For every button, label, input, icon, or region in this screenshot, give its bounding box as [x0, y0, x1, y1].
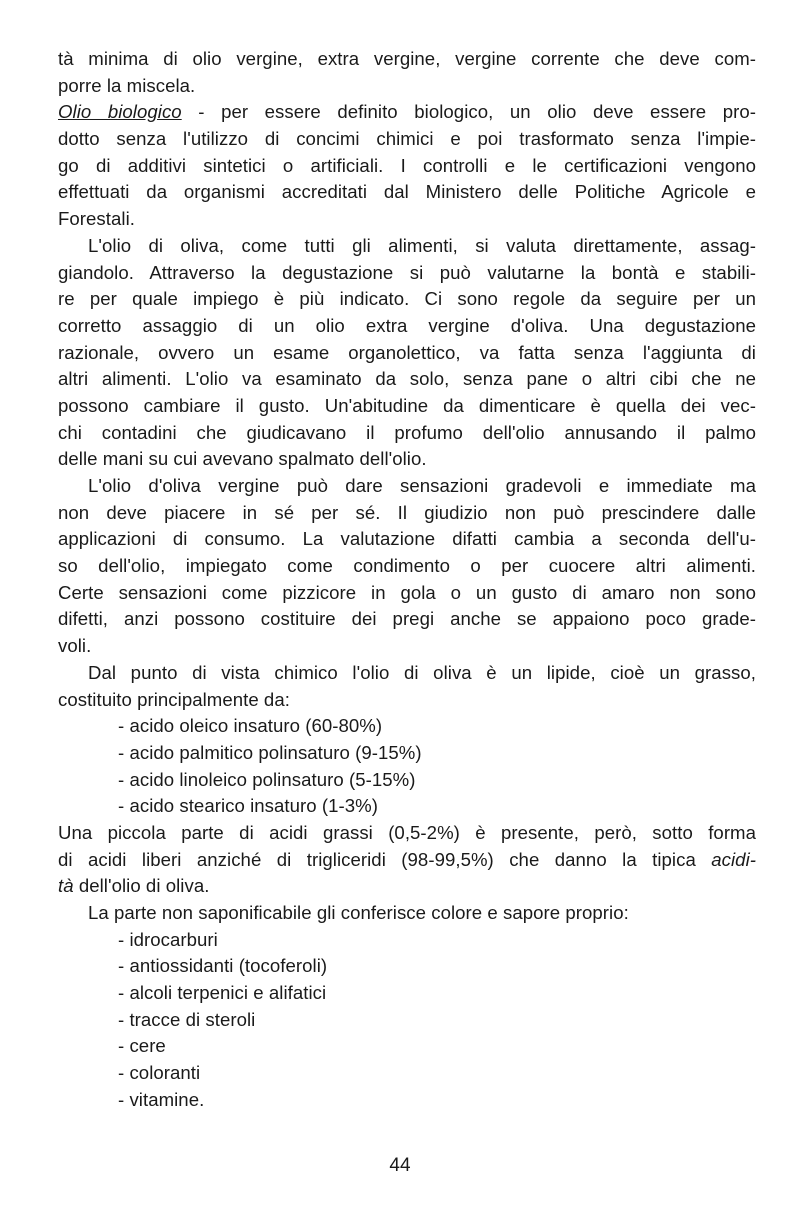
- list-item: [58, 927, 756, 954]
- text-line: [58, 46, 756, 73]
- line-text: Forestali.: [58, 208, 135, 230]
- line-text: delle mani su cui avevano spalmato dell'olio.: [58, 448, 427, 470]
- text-line: [58, 286, 756, 313]
- text-line: [58, 473, 756, 500]
- text-line: [58, 820, 756, 847]
- line-text: razionale, ovvero un esame organolettico, va fatta senza l'aggiunta di: [58, 341, 756, 363]
- text-line: [58, 420, 756, 447]
- text-line: [58, 73, 756, 100]
- text-line: [58, 553, 756, 580]
- text-line: [58, 687, 756, 714]
- line-text: - acido linoleico polinsaturo (5-15%): [118, 768, 416, 790]
- line-text: costituito principalmente da:: [58, 688, 290, 710]
- line-text: di acidi liberi anziché di trigliceridi (98-99,5%) che danno la tipica: [58, 848, 712, 870]
- line-text: - per essere definito biologico, un olio deve essere pro-: [181, 101, 756, 123]
- text-line: [58, 580, 756, 607]
- line-text: giandolo. Attraverso la degustazione si può valutarne la bontà e stabili-: [58, 261, 756, 283]
- text-line: [58, 606, 756, 633]
- text-line: [58, 900, 756, 927]
- list-item: [58, 793, 756, 820]
- text-line: [58, 366, 756, 393]
- text-line: [58, 393, 756, 420]
- text-line: [58, 153, 756, 180]
- list-item: [58, 1087, 756, 1114]
- line-text: Dal punto di vista chimico l'olio di oliva è un lipide, cioè un grasso,: [88, 661, 756, 683]
- page-number: 44: [389, 1155, 411, 1176]
- line-text: - idrocarburi: [118, 928, 218, 950]
- text-line: [58, 126, 756, 153]
- line-text: porre la miscela.: [58, 74, 196, 96]
- text-line: [58, 847, 756, 874]
- italic-term: tà: [58, 875, 74, 897]
- term-heading: Olio biologico: [58, 101, 182, 123]
- line-text: tà minima di olio vergine, extra vergine, vergine corrente che deve com-: [58, 48, 756, 69]
- text-line: [58, 660, 756, 687]
- text-line: [58, 206, 756, 233]
- line-text: voli.: [58, 635, 92, 657]
- line-text: L'olio di oliva, come tutti gli alimenti, si valuta direttamente, assag-: [88, 234, 756, 256]
- line-text: - cere: [118, 1035, 166, 1057]
- list-item: [58, 1060, 756, 1087]
- line-text: - acido palmitico polinsaturo (9-15%): [118, 741, 422, 763]
- list-item: [58, 767, 756, 794]
- text-line: [58, 313, 756, 340]
- line-text: go di additivi sintetici o artificiali. I controlli e le certificazioni vengono: [58, 154, 756, 176]
- text-line: [58, 340, 756, 367]
- line-text: so dell'olio, impiegato come condimento o per cuocere altri alimenti.: [58, 555, 756, 577]
- text-line: [58, 633, 756, 660]
- line-text: non deve piacere in sé per sé. Il giudizio non può prescindere dalle: [58, 501, 756, 523]
- line-text: corretto assaggio di un olio extra vergine d'oliva. Una degustazione: [58, 314, 756, 336]
- list-item: [58, 980, 756, 1007]
- text-line: [58, 446, 756, 473]
- line-text: L'olio d'oliva vergine può dare sensazioni gradevoli e immediate ma: [88, 475, 756, 496]
- line-text: Certe sensazioni come pizzicore in gola o un gusto di amaro non sono: [58, 581, 756, 603]
- line-text: difetti, anzi possono costituire dei pregi anche se appaiono poco grade-: [58, 608, 756, 630]
- list-item: [58, 1007, 756, 1034]
- line-text: possono cambiare il gusto. Un'abitudine da dimenticare è quella dei vec-: [58, 394, 756, 416]
- list-item: [58, 1033, 756, 1060]
- line-text: Una piccola parte di acidi grassi (0,5-2%) è presente, però, sotto forma: [58, 821, 756, 843]
- line-text: - acido oleico insaturo (60-80%): [118, 715, 383, 737]
- body-text: [58, 46, 756, 1114]
- line-text: re per quale impiego è più indicato. Ci sono regole da seguire per un: [58, 288, 756, 310]
- text-line: [58, 99, 756, 126]
- line-text: altri alimenti. L'olio va esaminato da solo, senza pane o altri cibi che ne: [58, 368, 756, 390]
- text-line: [58, 526, 756, 553]
- italic-term: acidi-: [711, 848, 756, 870]
- text-line: [58, 233, 756, 260]
- line-text: - acido stearico insaturo (1-3%): [118, 795, 378, 817]
- line-text: effettuati da organismi accreditati dal Ministero delle Politiche Agricole e: [58, 181, 756, 203]
- line-text: - alcoli terpenici e alifatici: [118, 982, 327, 1004]
- text-line: [58, 179, 756, 206]
- list-item: [58, 953, 756, 980]
- line-text: dell'olio di oliva.: [73, 875, 210, 897]
- line-text: La parte non saponificabile gli conferisce colore e sapore proprio:: [88, 902, 629, 923]
- line-text: dotto senza l'utilizzo di concimi chimici e poi trasformato senza l'impie-: [58, 128, 756, 150]
- line-text: applicazioni di consumo. La valutazione difatti cambia a seconda dell'u-: [58, 528, 756, 550]
- text-line: [58, 260, 756, 287]
- list-item: [58, 713, 756, 740]
- line-text: - vitamine.: [118, 1088, 205, 1110]
- line-text: - coloranti: [118, 1062, 201, 1084]
- list-item: [58, 740, 756, 767]
- text-line: [58, 873, 756, 900]
- text-line: [58, 500, 756, 527]
- line-text: - tracce di steroli: [118, 1008, 256, 1030]
- line-text: chi contadini che giudicavano il profumo dell'olio annusando il palmo: [58, 421, 756, 443]
- line-text: - antiossidanti (tocoferoli): [118, 955, 328, 977]
